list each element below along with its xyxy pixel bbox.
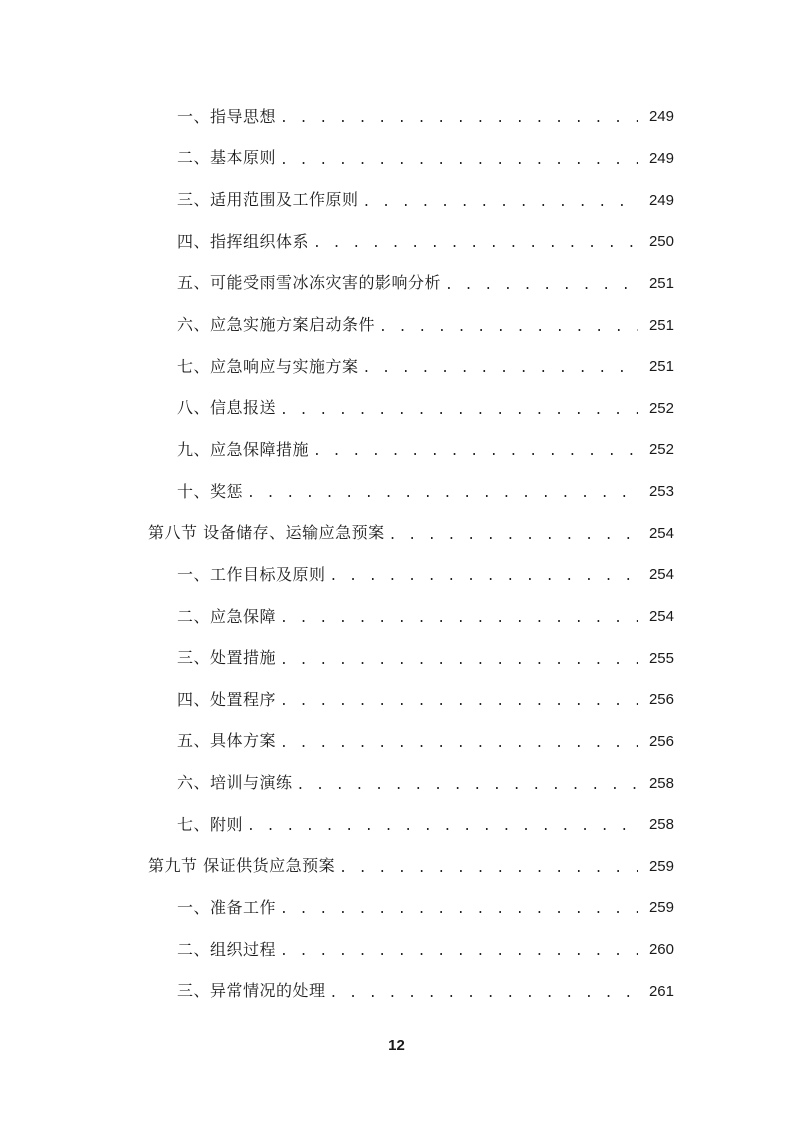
dot-leader: [280, 903, 638, 916]
toc-entry: [0, 263, 793, 305]
table-of-contents: [0, 96, 793, 1012]
toc-section-heading: [0, 846, 793, 888]
dot-leader: [330, 987, 638, 1000]
toc-entry-label: 六、应急实施方案启动条件: [177, 315, 376, 335]
toc-entry-label: 第八节 设备储存、运输应急预案: [148, 523, 385, 543]
toc-entry-label: 九、应急保障措施: [177, 439, 310, 459]
toc-entry: [0, 346, 793, 388]
toc-entry-page: 251: [648, 316, 674, 334]
dot-leader: [247, 487, 638, 500]
toc-entry-label: 二、应急保障: [177, 606, 277, 626]
dot-leader: [363, 362, 638, 375]
toc-entry-page: 256: [648, 691, 674, 709]
toc-entry: [0, 387, 793, 429]
toc-entry-label: 二、组织过程: [177, 939, 277, 959]
toc-entry-page: 251: [648, 358, 674, 376]
toc-entry: [0, 929, 793, 971]
toc-entry: [0, 221, 793, 263]
dot-leader: [280, 737, 638, 750]
toc-entry: [0, 596, 793, 638]
dot-leader: [389, 529, 638, 542]
dot-leader: [339, 862, 638, 875]
toc-entry: [0, 96, 793, 138]
dot-leader: [297, 779, 638, 792]
toc-entry-page: 258: [648, 816, 674, 834]
toc-entry: [0, 429, 793, 471]
toc-entry: [0, 887, 793, 929]
dot-leader: [280, 154, 638, 167]
toc-entry-page: 249: [648, 108, 674, 126]
toc-entry-page: 252: [648, 399, 674, 417]
toc-entry-label: 五、可能受雨雪冰冻灾害的影响分析: [177, 273, 442, 293]
toc-entry-page: 254: [648, 566, 674, 584]
dot-leader: [445, 279, 638, 292]
toc-entry-page: 255: [648, 649, 674, 667]
dot-leader: [280, 404, 638, 417]
toc-entry-label: 二、基本原则: [177, 148, 277, 168]
dot-leader: [280, 612, 638, 625]
toc-entry-label: 七、应急响应与实施方案: [177, 356, 359, 376]
toc-entry-label: 八、信息报送: [177, 398, 277, 418]
toc-entry: [0, 304, 793, 346]
toc-entry: [0, 970, 793, 1012]
toc-entry-label: 五、具体方案: [177, 731, 277, 751]
toc-entry-label: 三、适用范围及工作原则: [177, 190, 359, 210]
toc-entry: [0, 637, 793, 679]
toc-entry-label: 一、指导思想: [177, 106, 277, 126]
toc-entry-label: 四、指挥组织体系: [177, 231, 310, 251]
toc-entry: [0, 762, 793, 804]
toc-entry-page: 250: [648, 233, 674, 251]
toc-entry-page: 252: [648, 441, 674, 459]
toc-entry-label: 七、附则: [177, 814, 244, 834]
toc-entry: [0, 721, 793, 763]
toc-entry-label: 六、培训与演练: [177, 773, 293, 793]
toc-entry-page: 258: [648, 774, 674, 792]
toc-entry-page: 259: [648, 899, 674, 917]
toc-entry-label: 四、处置程序: [177, 689, 277, 709]
dot-leader: [313, 445, 638, 458]
dot-leader: [280, 695, 638, 708]
toc-entry: [0, 554, 793, 596]
dot-leader: [363, 196, 638, 209]
toc-entry-page: 256: [648, 732, 674, 750]
toc-entry-page: 253: [648, 483, 674, 501]
dot-leader: [280, 945, 638, 958]
toc-entry: [0, 471, 793, 513]
toc-entry-page: 254: [648, 524, 674, 542]
toc-entry: [0, 179, 793, 221]
dot-leader: [379, 321, 638, 334]
toc-entry-label: 三、异常情况的处理: [177, 981, 326, 1001]
dot-leader: [313, 237, 638, 250]
toc-entry-label: 十、奖惩: [177, 481, 244, 501]
dot-leader: [247, 820, 638, 833]
toc-entry: [0, 804, 793, 846]
toc-entry-label: 第九节 保证供货应急预案: [148, 856, 336, 876]
dot-leader: [280, 112, 638, 125]
toc-entry-label: 三、处置措施: [177, 648, 277, 668]
toc-entry: [0, 138, 793, 180]
page-number: 12: [388, 1037, 405, 1054]
toc-entry-page: 249: [648, 191, 674, 209]
toc-entry-page: 254: [648, 608, 674, 625]
toc-entry-label: 一、准备工作: [177, 897, 277, 917]
dot-leader: [330, 570, 638, 583]
dot-leader: [280, 654, 638, 667]
toc-section-heading: [0, 512, 793, 554]
toc-entry-page: 259: [648, 857, 674, 875]
toc-entry-page: 251: [648, 274, 674, 292]
toc-entry-label: 一、工作目标及原则: [177, 564, 326, 584]
toc-entry: [0, 679, 793, 721]
toc-entry-page: 249: [648, 149, 674, 167]
toc-entry-page: 261: [648, 982, 674, 1000]
toc-entry-page: 260: [648, 941, 674, 959]
